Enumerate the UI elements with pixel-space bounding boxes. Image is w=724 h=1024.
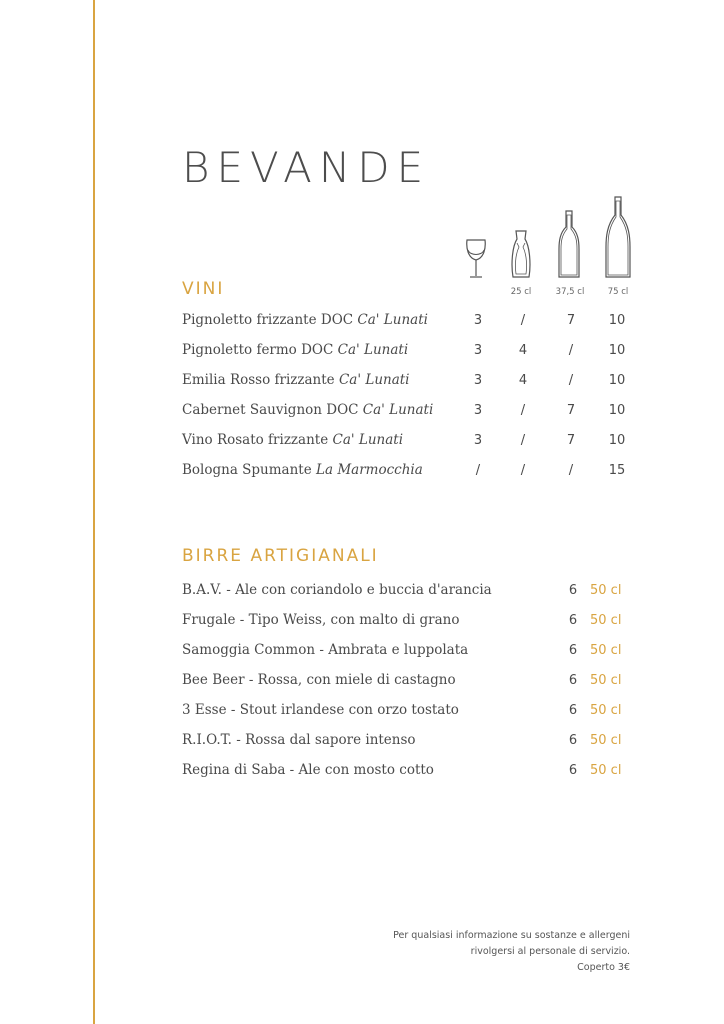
footer-allergen-line-2: rivolgersi al personale di servizio.: [470, 946, 630, 957]
wine-label: Bologna Spumante: [182, 462, 317, 478]
wine-row: [182, 342, 642, 364]
beer-price: 6: [568, 643, 578, 658]
wine-label: Pignoletto fermo DOC: [182, 342, 338, 358]
beer-row: [182, 732, 642, 754]
wine-name: [182, 402, 433, 418]
wine-row: [182, 432, 642, 454]
full-bottle-icon: [604, 195, 632, 279]
beer-name: Regina di Saba - Ale con mosto cotto: [182, 762, 434, 778]
price-glass: 3: [473, 343, 483, 358]
wine-label: Vino Rosato frizzante: [182, 432, 333, 448]
wine-producer: La Marmocchia: [316, 462, 423, 478]
beer-size: 50 cl: [590, 613, 622, 628]
beer-name: 3 Esse - Stout irlandese con orzo tostato: [182, 702, 459, 718]
beer-name: Samoggia Common - Ambrata e luppolata: [182, 642, 469, 658]
half-bottle-icon: [557, 209, 581, 279]
section-heading-vini: VINI: [182, 279, 225, 299]
footer-note: [393, 928, 630, 976]
beer-row: [182, 672, 642, 694]
beer-price: 6: [568, 673, 578, 688]
price-25cl: /: [520, 433, 526, 448]
price-37-5cl: 7: [566, 403, 576, 418]
price-glass: 3: [473, 313, 483, 328]
beer-price: 6: [568, 583, 578, 598]
wine-label: Cabernet Sauvignon DOC: [182, 402, 363, 418]
beer-name: B.A.V. - Ale con coriandolo e buccia d'arancia: [182, 582, 492, 598]
page-title: BEVANDE: [182, 143, 431, 192]
section-heading-birre: BIRRE ARTIGIANALI: [182, 546, 379, 566]
price-75cl: 10: [608, 433, 626, 448]
price-25cl: 4: [518, 373, 528, 388]
carafe-icon: [510, 229, 532, 279]
wine-producer: Ca' Lunati: [338, 372, 410, 388]
price-25cl: /: [520, 463, 526, 478]
beer-row: [182, 702, 642, 724]
wine-label: Emilia Rosso frizzante: [182, 372, 339, 388]
price-25cl: 4: [518, 343, 528, 358]
wine-producer: Ca' Lunati: [337, 342, 409, 358]
price-75cl: 10: [608, 313, 626, 328]
price-glass: /: [475, 463, 481, 478]
wine-label: Pignoletto frizzante DOC: [182, 312, 358, 328]
beer-price: 6: [568, 733, 578, 748]
size-label-75cl: 75 cl: [607, 287, 629, 297]
price-37-5cl: /: [568, 463, 574, 478]
wine-producer: Ca' Lunati: [362, 402, 434, 418]
wine-name: [182, 432, 403, 448]
price-75cl: 10: [608, 343, 626, 358]
wine-producer: Ca' Lunati: [332, 432, 404, 448]
price-37-5cl: 7: [566, 433, 576, 448]
beer-row: [182, 582, 642, 604]
size-label-37-5cl: 37,5 cl: [555, 287, 585, 297]
price-37-5cl: /: [568, 373, 574, 388]
wine-name: [182, 342, 408, 358]
price-75cl: 10: [608, 403, 626, 418]
wine-name: [182, 312, 428, 328]
size-label-25cl: 25 cl: [510, 287, 532, 297]
beer-name: Bee Beer - Rossa, con miele di castagno: [182, 672, 456, 688]
price-75cl: 10: [608, 373, 626, 388]
price-glass: 3: [473, 373, 483, 388]
beer-price: 6: [568, 703, 578, 718]
beer-row: [182, 612, 642, 634]
beer-size: 50 cl: [590, 583, 622, 598]
wine-row: [182, 402, 642, 424]
wine-row: [182, 372, 642, 394]
wine-row: [182, 462, 642, 484]
price-37-5cl: /: [568, 343, 574, 358]
price-glass: 3: [473, 403, 483, 418]
footer-allergen-line-1: Per qualsiasi informazione su sostanze e allergeni: [393, 930, 630, 941]
wine-name: [182, 462, 423, 478]
beer-size: 50 cl: [590, 733, 622, 748]
price-25cl: /: [520, 313, 526, 328]
wine-name: [182, 372, 410, 388]
beer-size: 50 cl: [590, 643, 622, 658]
vertical-accent-line: [93, 0, 95, 1024]
price-37-5cl: 7: [566, 313, 576, 328]
wine-glass-icon: [465, 238, 487, 280]
beer-name: R.I.O.T. - Rossa dal sapore intenso: [182, 732, 416, 748]
price-glass: 3: [473, 433, 483, 448]
beer-row: [182, 762, 642, 784]
beer-name: Frugale - Tipo Weiss, con malto di grano: [182, 612, 460, 628]
beer-size: 50 cl: [590, 703, 622, 718]
price-75cl: 15: [608, 463, 626, 478]
beer-size: 50 cl: [590, 763, 622, 778]
beer-price: 6: [568, 763, 578, 778]
beer-size: 50 cl: [590, 673, 622, 688]
beer-row: [182, 642, 642, 664]
price-25cl: /: [520, 403, 526, 418]
footer-cover-charge: Coperto 3€: [577, 962, 630, 973]
wine-row: [182, 312, 642, 334]
wine-producer: Ca' Lunati: [357, 312, 428, 328]
beer-price: 6: [568, 613, 578, 628]
